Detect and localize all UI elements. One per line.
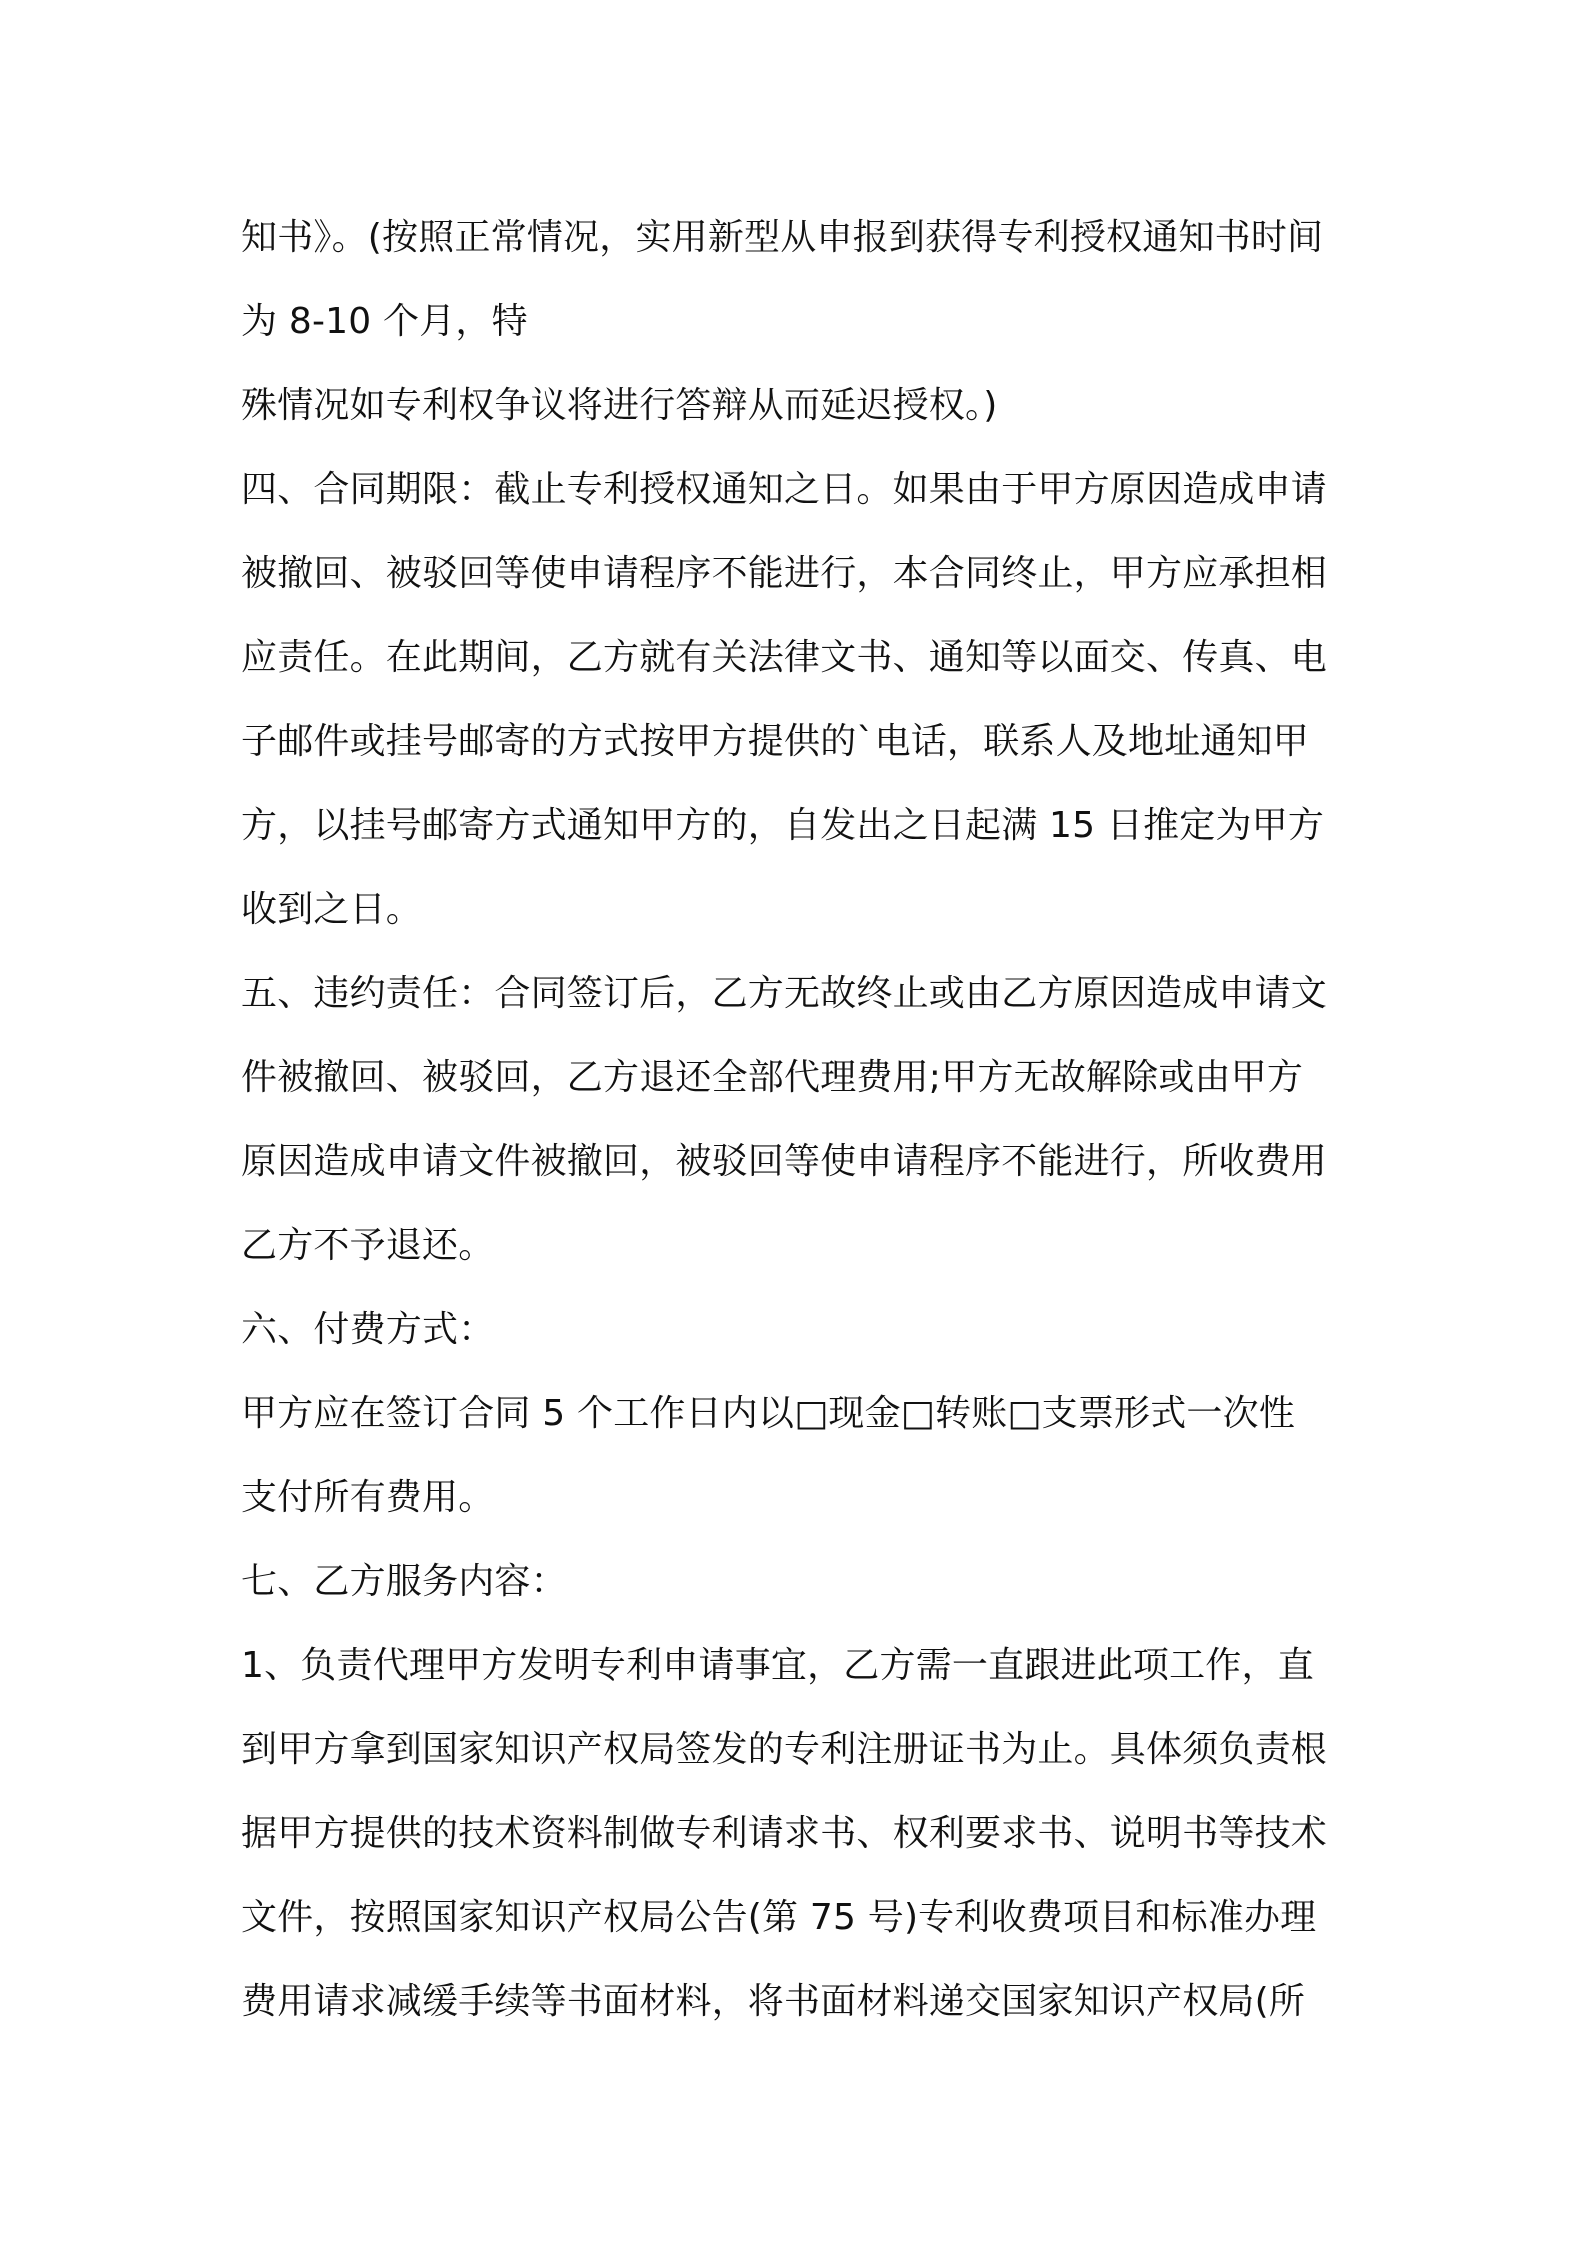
text-line: 乙方不予退还。 xyxy=(241,1225,495,1266)
text-line: 甲方应在签订合同 5 个工作日内以□现金□转账□支票形式一次性 xyxy=(241,1393,1296,1434)
text-line: 殊情况如专利权争议将进行答辩从而延迟授权。) xyxy=(241,385,998,426)
text-line: 子邮件或挂号邮寄的方式按甲方提供的`电话，联系人及地址通知甲 xyxy=(241,721,1310,762)
text-line: 为 8-10 个月，特 xyxy=(241,301,528,342)
text-line: 收到之日。 xyxy=(241,889,423,930)
text-line: 到甲方拿到国家知识产权局签发的专利注册证书为止。具体须负责根 xyxy=(241,1729,1328,1770)
text-line: 七、乙方服务内容： xyxy=(241,1561,567,1602)
text-line: 知书》。(按照正常情况，实用新型从申报到获得专利授权通知书时间 xyxy=(241,217,1324,258)
text-line: 件被撤回、被驳回，乙方退还全部代理费用;甲方无故解除或由甲方 xyxy=(241,1057,1304,1098)
text-line: 支付所有费用。 xyxy=(241,1477,495,1518)
text-line: 应责任。在此期间，乙方就有关法律文书、通知等以面交、传真、电 xyxy=(241,637,1328,678)
text-line: 1、负责代理甲方发明专利申请事宜，乙方需一直跟进此项工作，直 xyxy=(241,1645,1314,1686)
text-line: 费用请求减缓手续等书面材料，将书面材料递交国家知识产权局(所 xyxy=(241,1981,1306,2022)
text-line: 五、违约责任：合同签订后，乙方无故终止或由乙方原因造成申请文 xyxy=(241,973,1328,1014)
text-line: 文件，按照国家知识产权局公告(第 75 号)专利收费项目和标准办理 xyxy=(241,1897,1317,1938)
text-line: 四、合同期限：截止专利授权通知之日。如果由于甲方原因造成申请 xyxy=(241,469,1328,510)
text-line: 六、付费方式： xyxy=(241,1309,495,1350)
text-line: 据甲方提供的技术资料制做专利请求书、权利要求书、说明书等技术 xyxy=(241,1813,1328,1854)
text-line: 原因造成申请文件被撤回，被驳回等使申请程序不能进行，所收费用 xyxy=(241,1141,1328,1182)
text-line: 被撤回、被驳回等使申请程序不能进行，本合同终止，甲方应承担相 xyxy=(241,553,1328,594)
text-line: 方，以挂号邮寄方式通知甲方的，自发出之日起满 15 日推定为甲方 xyxy=(241,805,1325,846)
document-body xyxy=(241,196,1361,2044)
